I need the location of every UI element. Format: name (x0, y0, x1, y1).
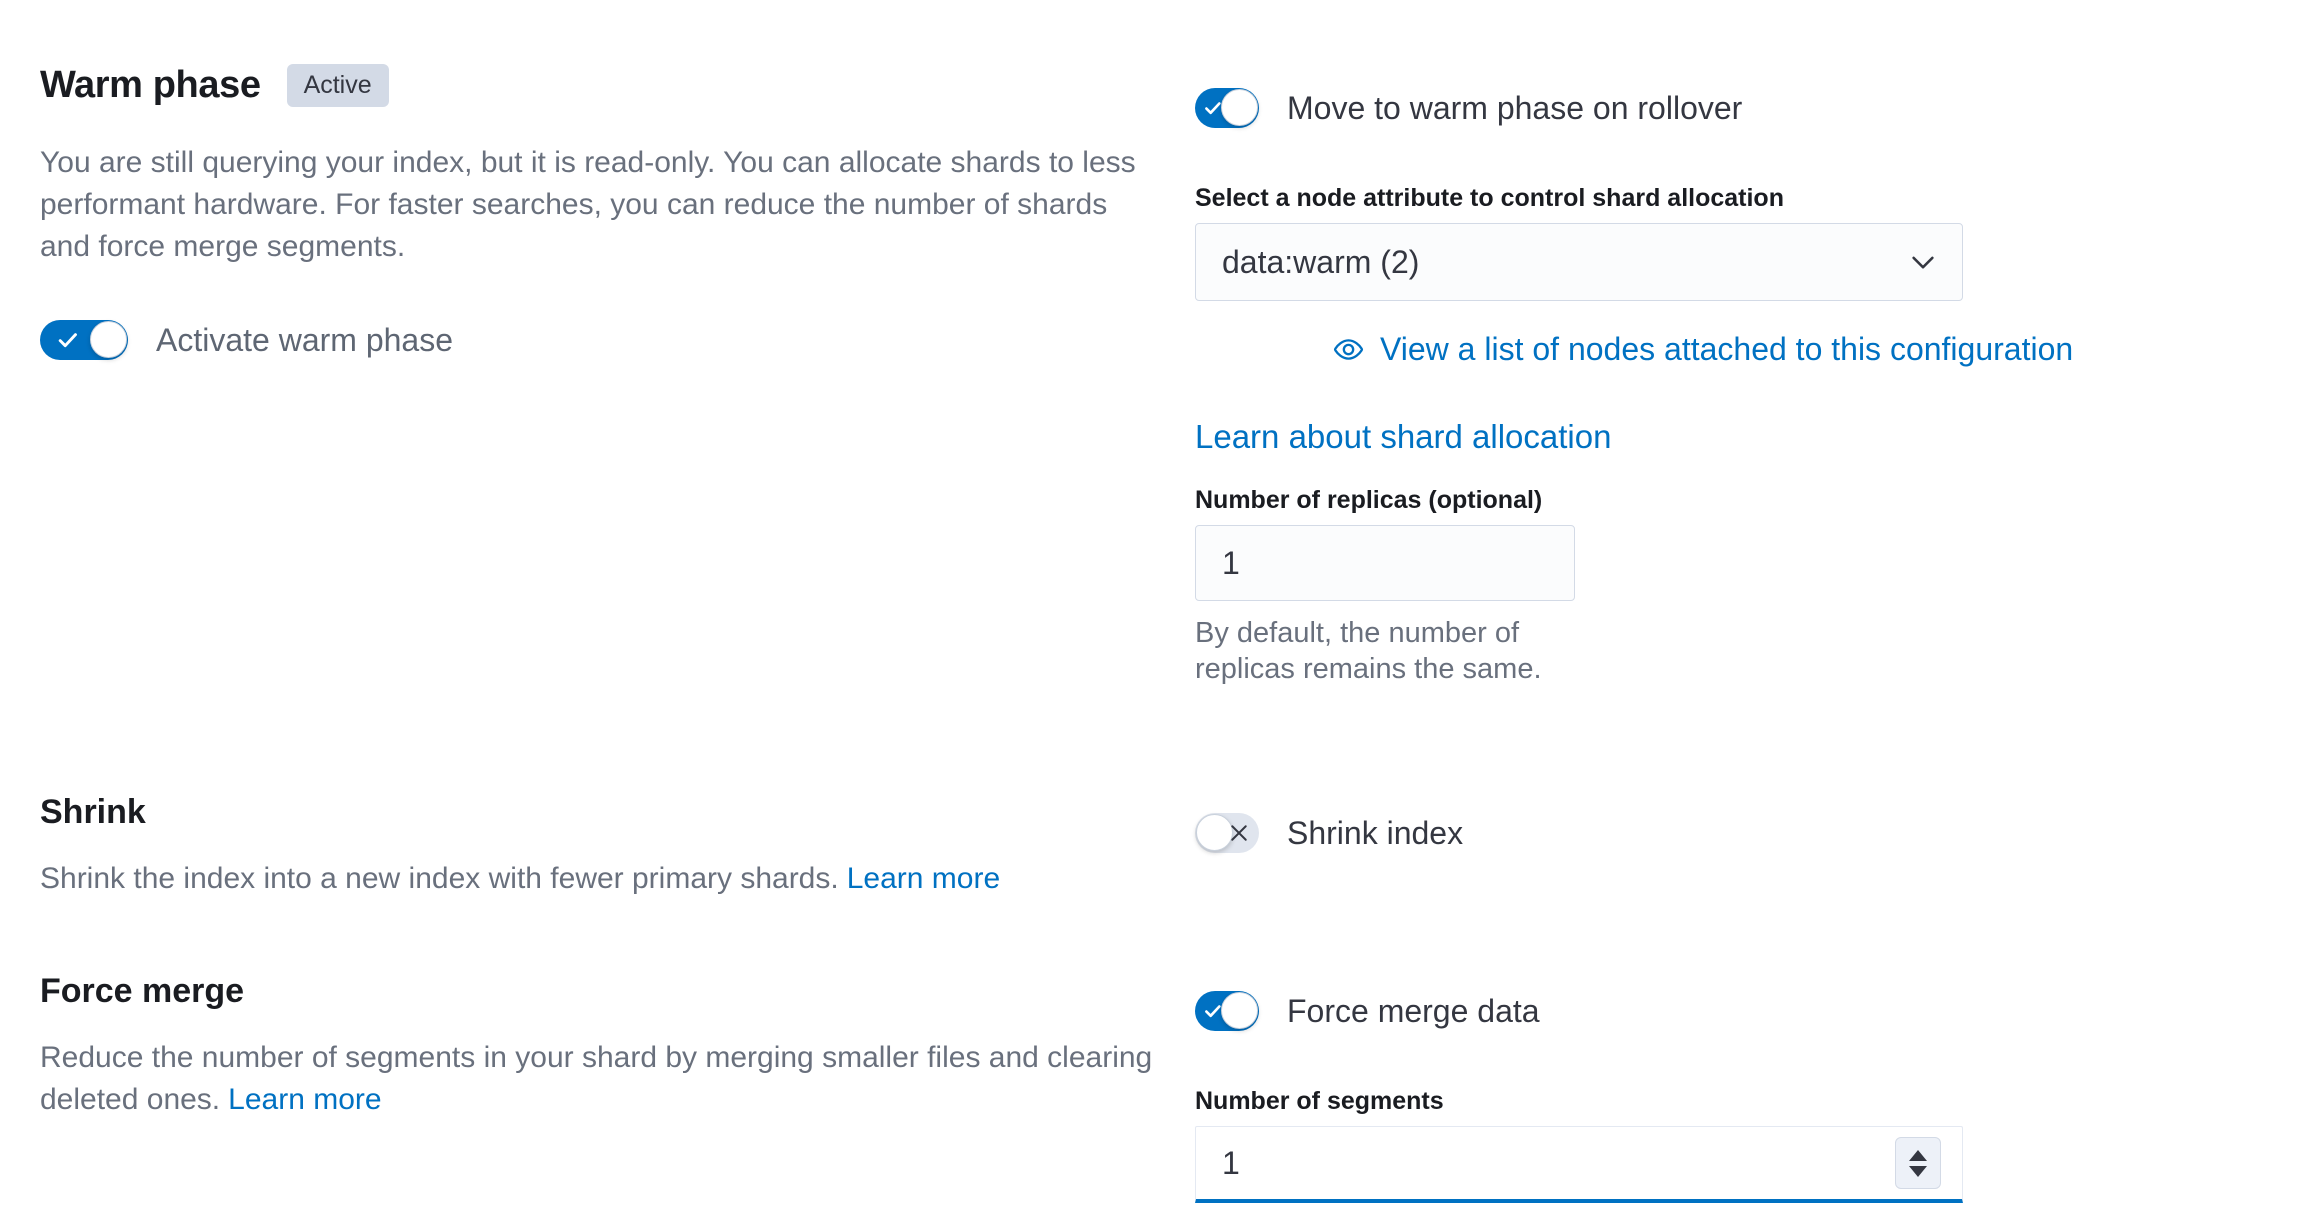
warm-phase-description: You are still querying your index, but it is read-only. You can allocate shards to less performant hardware. For faster searches, you can reduce the number of shards and force merge segments. (40, 146, 1136, 263)
segments-input[interactable] (1195, 1126, 1963, 1203)
x-icon (1227, 821, 1251, 845)
eye-icon (1333, 334, 1364, 365)
segments-input-wrap (1195, 1126, 1963, 1203)
shrink-toggle-row (1195, 813, 2304, 853)
node-attribute-select[interactable] (1195, 223, 1963, 301)
force-merge-title: Force merge (40, 972, 245, 1010)
rollover-toggle-label: Move to warm phase on rollover (1287, 89, 1743, 126)
number-stepper[interactable] (1895, 1137, 1941, 1189)
node-attribute-label: Select a node attribute to control shard allocation (1195, 184, 1784, 212)
shrink-description-text: Shrink the index into a new index with fewer primary shards. (40, 862, 839, 895)
force-merge-description-text: Reduce the number of segments in your shard by merging smaller files and clearing deleted ones. (40, 1041, 1153, 1116)
replicas-label: Number of replicas (optional) (1195, 486, 1543, 514)
activate-warm-phase-label: Activate warm phase (156, 321, 454, 358)
warm-phase-info (40, 62, 1155, 687)
force-merge-toggle-label: Force merge data (1287, 992, 1540, 1029)
shard-allocation-link[interactable]: Learn about shard allocation (1195, 418, 1612, 455)
active-badge: Active (287, 64, 389, 107)
force-merge-description (40, 1037, 1155, 1121)
toggle-thumb (1221, 89, 1258, 126)
toggle-thumb (90, 321, 127, 358)
force-merge-info (40, 971, 1155, 1203)
warm-phase-heading-row (40, 62, 1155, 108)
node-attribute-selected-value: data:warm (2) (1222, 243, 1420, 280)
toggle-thumb (1221, 992, 1258, 1029)
rollover-toggle-row (1195, 88, 2304, 128)
force-merge-settings (1195, 971, 2304, 1203)
chevron-down-icon (1908, 247, 1938, 277)
force-merge-section (40, 971, 2304, 1203)
segments-label: Number of segments (1195, 1087, 1444, 1115)
warm-phase-title: Warm phase (40, 64, 261, 106)
shrink-learn-more-link[interactable]: Learn more (846, 862, 1001, 895)
view-nodes-link-row (1333, 331, 2304, 368)
check-icon (55, 327, 81, 353)
replicas-help-text: By default, the number of replicas remains the same. (1195, 617, 1542, 685)
move-to-warm-on-rollover-toggle[interactable] (1195, 88, 1259, 128)
force-merge-toggle-row (1195, 991, 2304, 1031)
shrink-title: Shrink (40, 793, 146, 831)
stepper-down-icon[interactable] (1909, 1166, 1927, 1177)
stepper-up-icon[interactable] (1909, 1150, 1927, 1161)
shrink-section (40, 792, 2304, 900)
replicas-input[interactable] (1195, 525, 1575, 601)
force-merge-data-toggle[interactable] (1195, 991, 1259, 1031)
activate-warm-phase-toggle[interactable] (40, 320, 128, 360)
shrink-index-toggle[interactable] (1195, 813, 1259, 853)
warm-phase-settings (1195, 62, 2304, 687)
shrink-settings (1195, 792, 2304, 900)
view-nodes-link[interactable]: View a list of nodes attached to this configuration (1380, 331, 2074, 367)
shrink-description (40, 858, 1155, 900)
force-merge-learn-more-link[interactable]: Learn more (228, 1083, 382, 1116)
shrink-toggle-label: Shrink index (1287, 814, 1464, 851)
shrink-info (40, 792, 1155, 900)
warm-phase-section (40, 62, 2304, 687)
activate-warm-phase-row (40, 320, 1155, 360)
